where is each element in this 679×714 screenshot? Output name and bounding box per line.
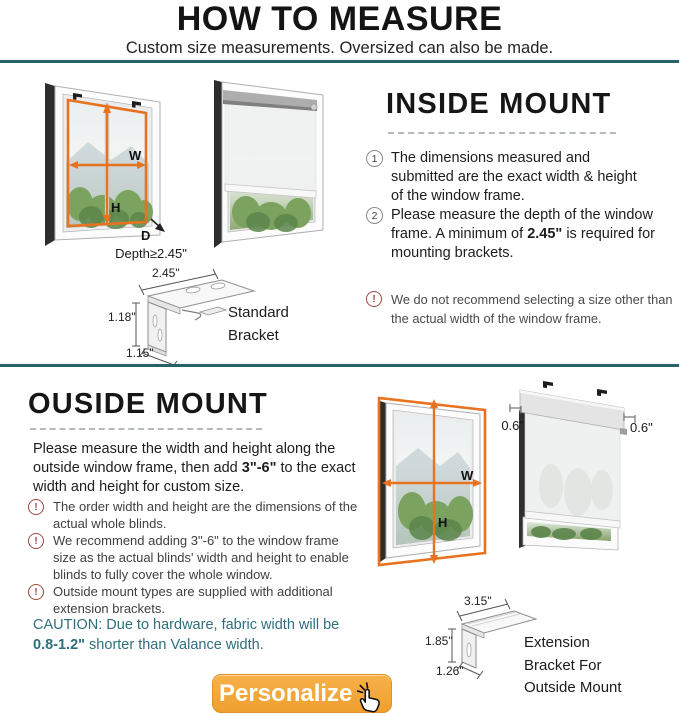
note-icon-1: ! bbox=[28, 499, 44, 515]
inside-mount-title: INSIDE MOUNT bbox=[386, 88, 612, 120]
step-1-text: The dimensions measured and submitted are the exact width & height of the window frame. bbox=[391, 150, 637, 204]
window-frame-drawing bbox=[36, 76, 211, 268]
click-hand-icon bbox=[357, 681, 385, 713]
extension-bracket-figure bbox=[424, 582, 679, 696]
ext-bracket-dim-top: 3.15" bbox=[464, 594, 492, 608]
outside-dashed-divider bbox=[30, 428, 262, 430]
note-icon-2: ! bbox=[28, 533, 44, 549]
ext-bracket-dim-left: 1.85" bbox=[425, 634, 453, 648]
caution-text: CAUTION: Due to hardware, fabric width will be 0.8-1.2" shorter than Valance width. bbox=[33, 617, 340, 653]
standard-bracket-figure bbox=[96, 258, 346, 366]
roller-shade-outside-drawing bbox=[496, 376, 678, 568]
outside-intro-text: Please measure the width and height along the outside window frame, then add 3"-6" to the exact width and height for custom size. bbox=[33, 441, 356, 495]
bracket-dim-bottom: 1.15" bbox=[126, 346, 154, 360]
personalize-label: Personalize bbox=[219, 679, 353, 707]
outside-note-1-text: The order width and height are the dimensions of the actual whole blinds. bbox=[53, 499, 358, 532]
note-icon-3: ! bbox=[28, 584, 44, 600]
outside-shade-illustration bbox=[496, 376, 678, 568]
warning-icon: ! bbox=[366, 291, 382, 307]
standard-bracket-caption: Standard Bracket bbox=[228, 304, 289, 344]
window-frame-drawing-outside bbox=[370, 386, 508, 568]
roller-shade-drawing bbox=[196, 74, 341, 259]
outside-height-label: H bbox=[438, 515, 448, 530]
outside-note-2 bbox=[28, 532, 363, 583]
outside-mount-title: OUSIDE MOUNT bbox=[28, 388, 268, 420]
outside-note-3 bbox=[28, 583, 363, 617]
section-divider-top bbox=[0, 60, 679, 63]
depth-note: Depth≥2.45" bbox=[115, 246, 187, 261]
outside-note-1 bbox=[28, 498, 363, 532]
outside-note-3-text: Outside mount types are supplied with additional extension brackets. bbox=[53, 584, 333, 617]
height-label: H bbox=[111, 200, 121, 215]
step-2-text: Please measure the depth of the window frame. A minimum of 2.45" is required for mounting brackets. bbox=[391, 207, 655, 261]
bracket-dim-left: 1.18" bbox=[108, 310, 136, 324]
outside-window-illustration bbox=[370, 386, 508, 568]
inside-warning bbox=[366, 290, 676, 328]
outside-width-label: W bbox=[461, 468, 474, 483]
page-subtitle: Custom size measurements. Oversized can also be made. bbox=[125, 39, 554, 57]
inside-step-2 bbox=[366, 206, 676, 263]
extension-bracket-caption: Extension Bracket For Outside Mount bbox=[524, 634, 622, 696]
width-label: W bbox=[129, 148, 142, 163]
inside-step-1 bbox=[366, 149, 666, 206]
section-divider-middle bbox=[0, 364, 679, 367]
inside-shade-illustration bbox=[196, 74, 341, 259]
offset-left-label: 0.6" bbox=[501, 418, 524, 433]
outside-note-2-text: We recommend adding 3"-6" to the window frame size as the actual blinds' width and height to enable blinds to fully cover the whole window. bbox=[53, 533, 349, 583]
inside-dashed-divider bbox=[388, 132, 616, 134]
step-1-number: 1 bbox=[366, 150, 383, 167]
bracket-dim-top: 2.45" bbox=[152, 266, 180, 280]
page-title: HOW TO MEASURE bbox=[176, 0, 503, 38]
inside-window-illustration bbox=[36, 76, 211, 268]
step-2-number: 2 bbox=[366, 207, 383, 224]
depth-label: D bbox=[141, 228, 151, 243]
personalize-button[interactable] bbox=[212, 674, 392, 713]
inside-warning-text: We do not recommend selecting a size other than the actual width of the window frame. bbox=[391, 292, 673, 327]
ext-bracket-dim-bottom: 1.26" bbox=[436, 664, 464, 678]
offset-right-label: 0.6" bbox=[630, 420, 653, 435]
